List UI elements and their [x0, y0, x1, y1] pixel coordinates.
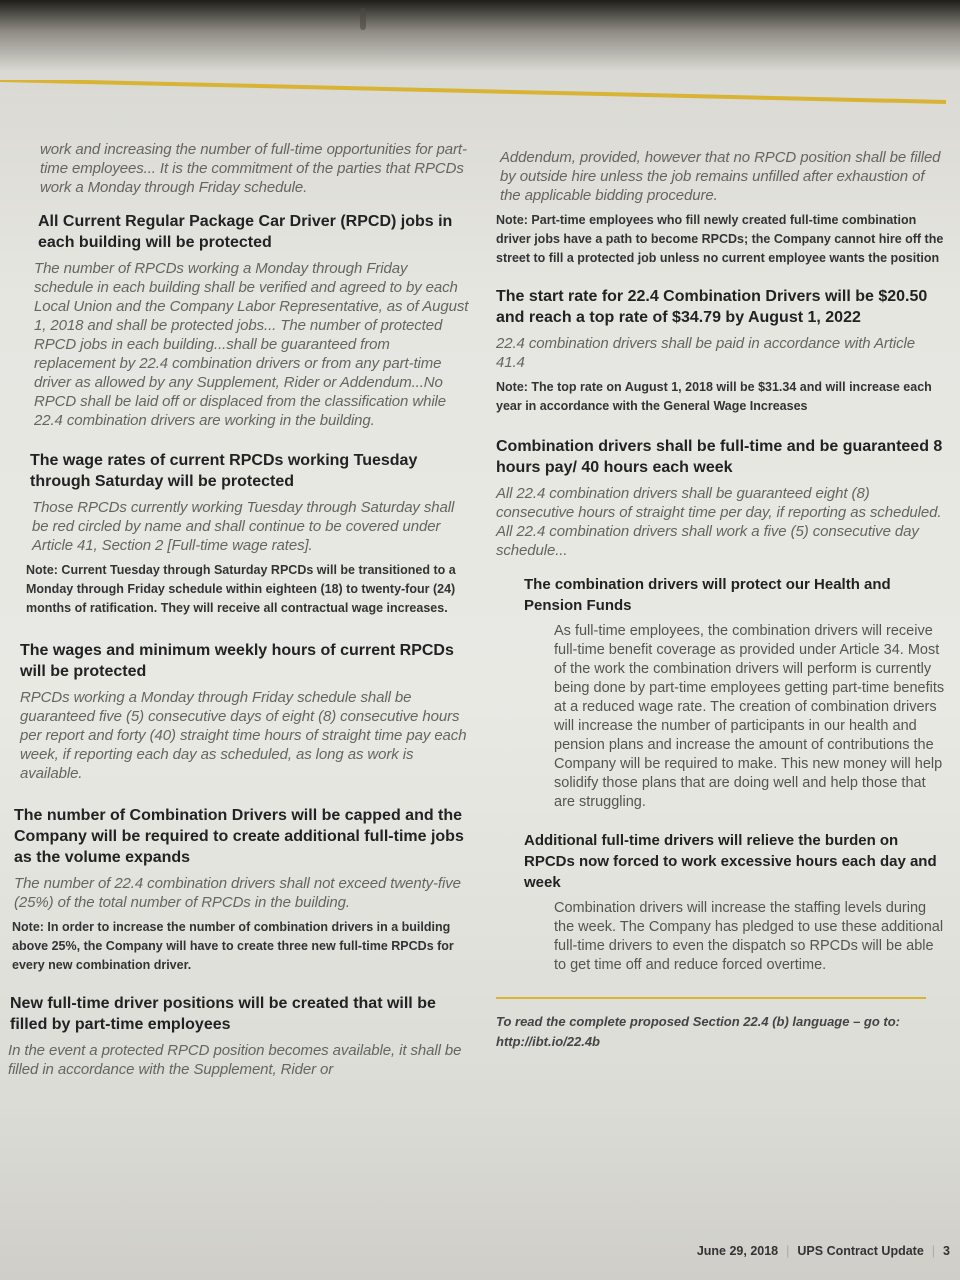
top-accent-rule — [0, 80, 960, 110]
section-heading: All Current Regular Package Car Driver (RPCD) jobs in each building will be protected — [38, 213, 453, 251]
section-heading: The start rate for 22.4 Combination Drivers will be $20.50 and reach a top rate of $34.79 by August 1, 2022 — [496, 288, 928, 326]
indented-section — [524, 574, 946, 975]
read-more-link[interactable]: To read the complete proposed Section 22.4 (b) language – go to: http://ibt.io/22.4b — [496, 1014, 901, 1049]
section-heading: New full-time driver positions will be created that will be filled by part-time employees — [10, 995, 436, 1033]
section-body: 22.4 combination drivers shall be paid in accordance with Article 41.4 — [496, 335, 916, 371]
section-body: The number of 22.4 combination drivers shall not exceed twenty-five (25%) of the total number of RPCDs in the building. — [14, 875, 461, 911]
footer-separator: | — [931, 1244, 936, 1258]
section-note: Note: Current Tuesday through Saturday RPCDs will be transitioned to a Monday through Friday schedule within eighteen (18) to twenty-four (24) months of ratification. They will receive all contractual wage increases. — [26, 563, 456, 615]
section-note: Note: Part-time employees who fill newly created full-time combination driver jobs have a path to become RPCDs; the Company cannot hire off the street to fill a protected job unless no current employee wants the position — [496, 213, 944, 265]
section-heading: Additional full-time drivers will relieve the burden on RPCDs now forced to work excessive hours each day and week — [524, 832, 937, 891]
section-divider — [496, 997, 926, 999]
section-note: Note: In order to increase the number of combination drivers in a building above 25%, the Company will have to create three new full-time RPCDs for every new combination driver. — [12, 920, 454, 972]
section-heading: The combination drivers will protect our Health and Pension Funds — [524, 576, 891, 614]
section-body: Those RPCDs currently working Tuesday through Saturday shall be red circled by name and shall continue to be covered under Article 41, Section 2 [Full-time wage rates]. — [32, 499, 455, 554]
page-number: 3 — [943, 1244, 950, 1258]
section-body: In the event a protected RPCD position becomes available, it shall be filled in accordance with the Supplement, Rider or — [8, 1042, 462, 1078]
page-top-shadow — [0, 0, 960, 70]
fold-mark — [360, 8, 366, 30]
left-intro-text: work and increasing the number of full-time opportunities for part-time employees... It is the commitment of the parties that RPCDs work a Monday through Friday schedule. — [40, 141, 467, 196]
section-body: As full-time employees, the combination drivers will receive full-time benefit coverage as provided under Article 34. Most of the work the combination drivers will perform is currently being done by part-time employees getting part-time benefits at a reduced wage rate. The creation of combination drivers will increase the number of participants in our health and pension plans and increase the amount of contributions the Company will be required to make. This new money will help solidify those plans that are doing well and help those that are struggling. — [554, 623, 945, 810]
footer-date: June 29, 2018 — [696, 1244, 779, 1258]
section-heading: The number of Combination Drivers will be capped and the Company will be required to create additional full-time jobs as the volume expands — [14, 807, 464, 866]
left-column — [8, 140, 470, 1085]
right-intro-text: Addendum, provided, however that no RPCD position shall be filled by outside hire unless the job remains unfilled after exhaustion of the applicable bidding procedure. — [500, 149, 941, 204]
footer-title: UPS Contract Update — [797, 1244, 924, 1258]
right-column — [496, 148, 946, 1065]
section-body: The number of RPCDs working a Monday through Friday schedule in each building shall be verified and agreed to by each Local Union and the Company Labor Representative, as of August 1, 2018 and shall be protected jobs... The number of protected RPCD jobs in each building...shall be guaranteed from replacement by 22.4 combination drivers or from any part-time driver as allowed by any Supplement, Rider or Addendum...No RPCD shall be laid off or displaced from the classification while 22.4 combination drivers are working in the building. — [34, 260, 469, 429]
section-heading: Combination drivers shall be full-time and be guaranteed 8 hours pay/ 40 hours each week — [496, 438, 943, 476]
page-footer — [697, 1244, 950, 1258]
section-body: All 22.4 combination drivers shall be guaranteed eight (8) consecutive hours of straight time per day, if reporting as scheduled. All 22.4 combination drivers shall work a five (5) consecutive day schedule... — [496, 485, 942, 559]
section-body: RPCDs working a Monday through Friday schedule shall be guaranteed five (5) consecutive days of eight (8) consecutive hours per report and forty (40) straight time hours of straight time pay each week, if reporting each day as scheduled, as long as work is available. — [20, 689, 467, 782]
section-note: Note: The top rate on August 1, 2018 will be $31.34 and will increase each year in accordance with the General Wage Increases — [496, 380, 932, 413]
section-body: Combination drivers will increase the staffing levels during the week. The Company has pledged to use these additional full-time drivers to even the dispatch so RPCDs will be able to get time off and reduce forced overtime. — [554, 900, 944, 973]
section-heading: The wages and minimum weekly hours of current RPCDs will be protected — [20, 642, 454, 680]
footer-separator: | — [786, 1244, 790, 1258]
section-heading: The wage rates of current RPCDs working Tuesday through Saturday will be protected — [30, 452, 418, 490]
